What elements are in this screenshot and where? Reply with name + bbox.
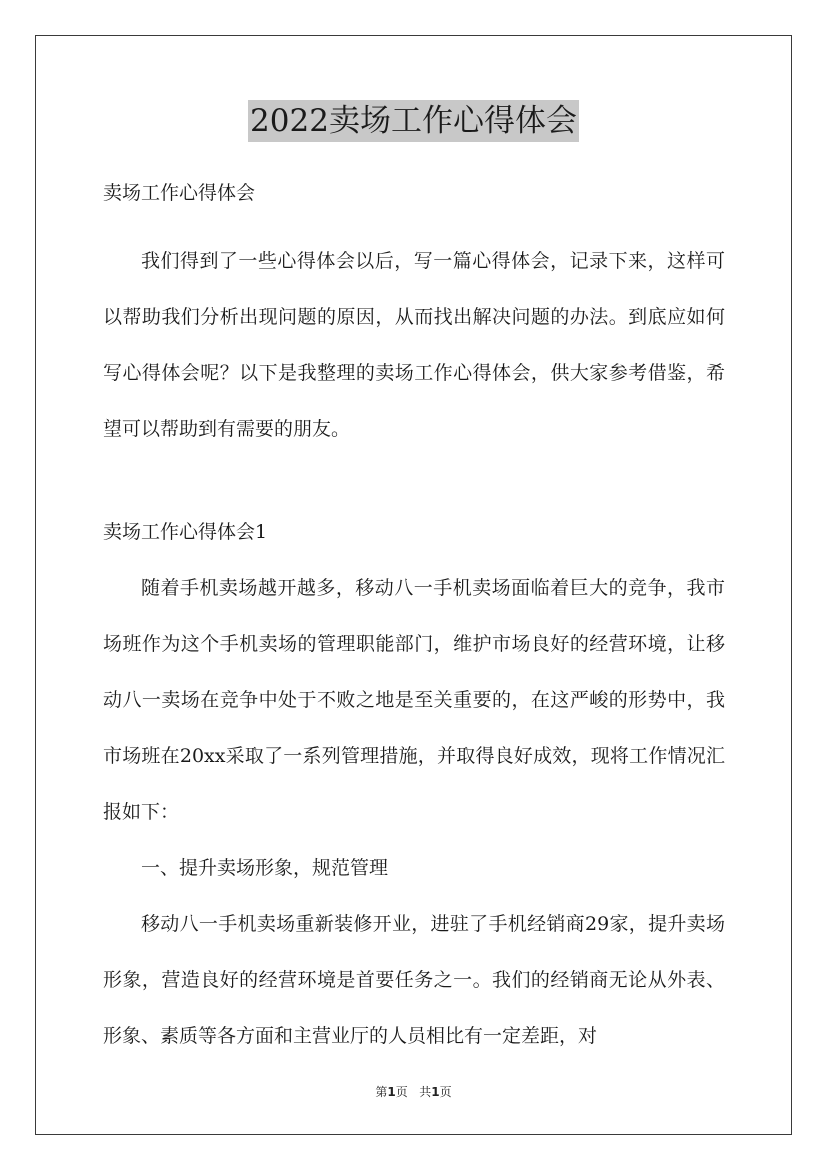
spacer (103, 457, 725, 514)
document-body (103, 175, 725, 1064)
title-container (0, 100, 827, 142)
document-subtitle: 卖场工作心得体会 (103, 182, 256, 204)
page-suffix: 页 (395, 1085, 408, 1099)
document-title: 2022卖场工作心得体会 (248, 100, 579, 142)
page-number: 1 (387, 1085, 396, 1099)
section-paragraph-2: 移动八一手机卖场重新装修开业，进驻了手机经销商29家，提升卖场形象，营造良好的经营环境是首要任务之一。我们的经销商无论从外表、形象、素质等各方面和主营业厅的人员相比有一定差距，对 (103, 913, 725, 1047)
total-suffix: 页 (439, 1085, 452, 1099)
section-heading: 卖场工作心得体会1 (103, 521, 268, 543)
section-paragraph-1: 随着手机卖场越开越多，移动八一手机卖场面临着巨大的竞争，我市场班作为这个手机卖场的管理职能部门，维护市场良好的经营环境，让移动八一卖场在竞争中处于不败之地是至关重要的，在这严峻的形势中，我市场班在20xx采取了一系列管理措施，并取得良好成效，现将工作情况汇报如下： (103, 577, 725, 823)
total-number: 1 (431, 1085, 440, 1099)
intro-paragraph: 我们得到了一些心得体会以后，写一篇心得体会，记录下来，这样可以帮助我们分析出现问题的原因，从而找出解决问题的办法。到底应如何写心得体会呢？以下是我整理的卖场工作心得体会，供大家参考借鉴，希望可以帮助到有需要的朋友。 (103, 250, 725, 440)
page-footer (0, 1083, 827, 1100)
spacer (103, 211, 725, 233)
total-prefix: 共 (419, 1085, 432, 1099)
page-prefix: 第 (375, 1085, 388, 1099)
subheading-1: 一、提升卖场形象，规范管理 (141, 857, 389, 879)
